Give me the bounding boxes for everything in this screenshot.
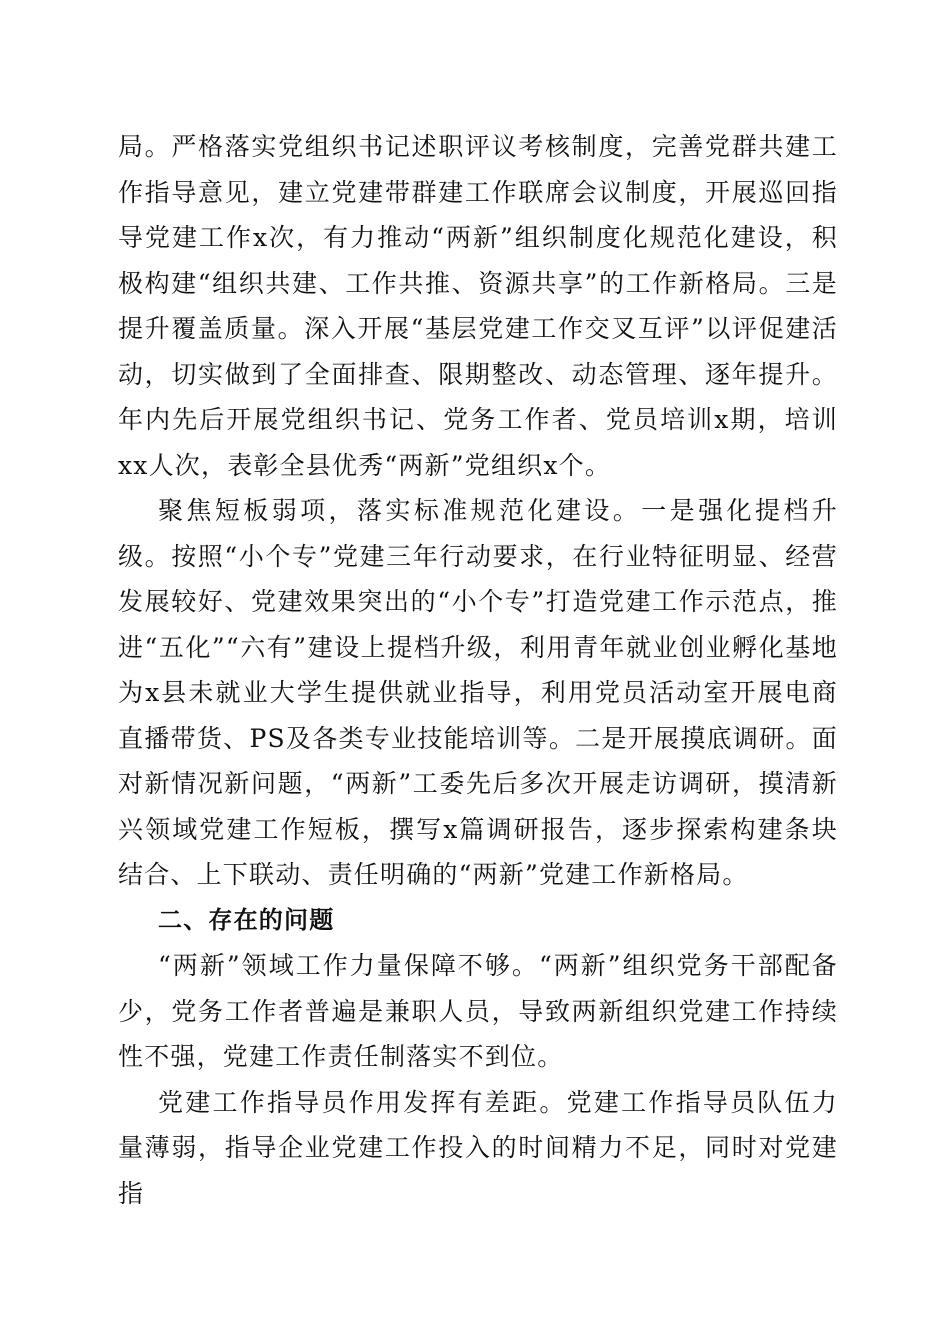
paragraph-coverage-quality: 局。严格落实党组织书记述职评议考核制度，完善党群共建工作指导意见，建立党建带群建工作联席会议制度，开展巡回指导党建工作x次，有力推动“两新”组织制度化规范化建设，积极构建“组织共建、工作共推、资源共享”的工作新格局。三是提升覆盖质量。深入开展“基层党建工作交叉互评”以评促建活动，切实做到了全面排查、限期整改、动态管理、逐年提升。年内先后开展党组织书记、党务工作者、党员培训x期，培训xx人次，表彰全县优秀“两新”党组织x个。 [118, 132, 838, 480]
paragraph-staffing-shortage: “两新”领域工作力量保障不够。“两新”组织党务干部配备少，党务工作者普遍是兼职人员，导致两新组织党建工作持续性不强，党建工作责任制落实不到位。 [118, 951, 838, 1071]
document-body [118, 124, 838, 1216]
paragraph-instructor-role: 党建工作指导员作用发挥有差距。党建工作指导员队伍力量薄弱，指导企业党建工作投入的时间精力不足，同时对党建指 [118, 1087, 838, 1208]
paragraph-standardization: 聚焦短板弱项，落实标准规范化建设。一是强化提档升级。按照“小个专”党建三年行动要求，在行业特征明显、经营发展较好、党建效果突出的“小个专”打造党建工作示范点，推进“五化”“六有”建设上提档升级，利用青年就业创业孵化基地为x县未就业大学生提供就业指导，利用党员活动室开展电商直播带货、PS及各类专业技能培训等。二是开展摸底调研。面对新情况新问题，“两新”工委先后多次开展走访调研，摸清新兴领域党建工作短板，撰写x篇调研报告，逐步探索构建条块结合、上下联动、责任明确的“两新”党建工作新格局。 [118, 496, 838, 889]
section-heading-problems: 二、存在的问题 [158, 905, 335, 934]
